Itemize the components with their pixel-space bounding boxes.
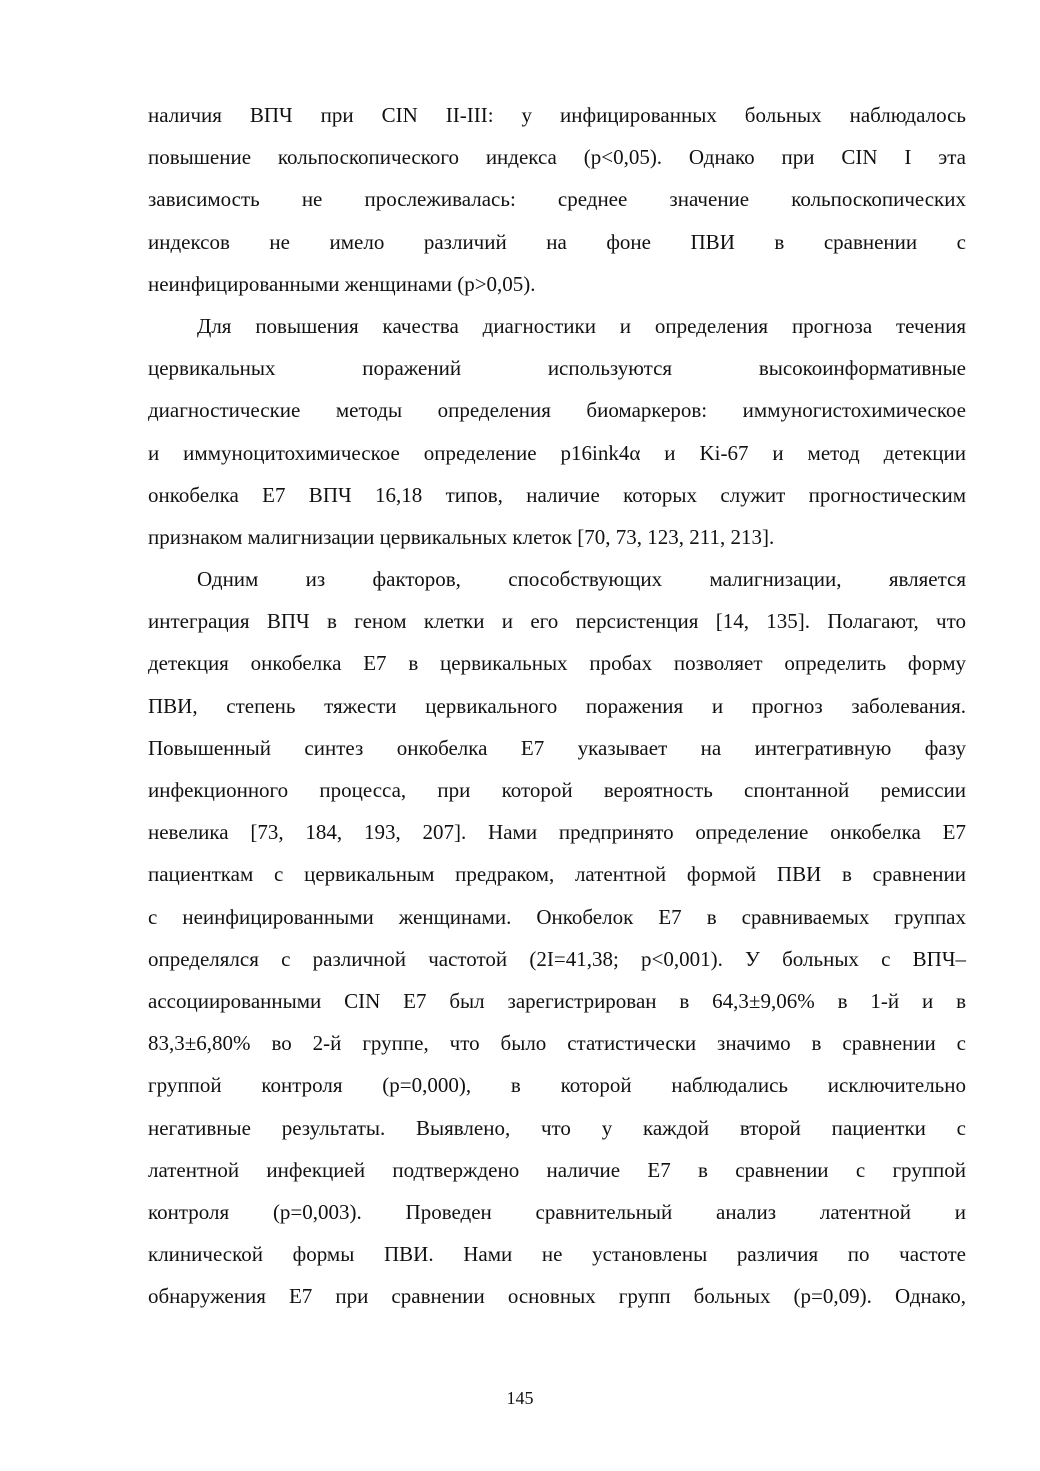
text-line: группой контроля (p=0,000), в которой наблюдались исключительно xyxy=(148,1073,966,1098)
text-line: с неинфицированными женщинами. Онкобелок E7 в сравниваемых группах xyxy=(148,904,966,929)
page-number: 145 xyxy=(506,1388,534,1408)
text-line: 83,3±6,80% во 2-й группе, что было статистически значимо в сравнении с xyxy=(148,1031,966,1056)
text-line: диагностические методы определения биомаркеров: иммуногистохимическое xyxy=(148,398,966,423)
text-line: и иммуноцитохимическое определение p16ink4α и Ki-67 и метод детекции xyxy=(148,440,966,465)
text-line: детекция онкобелка Е7 в цервикальных пробах позволяет определить форму xyxy=(148,651,966,676)
text-line: Для повышения качества диагностики и определения прогноза течения xyxy=(197,313,966,338)
text-line: неинфицированными женщинами (p>0,05). xyxy=(148,271,536,296)
text-line: инфекционного процесса, при которой вероятность спонтанной ремиссии xyxy=(148,778,966,802)
text-line: зависимость не прослеживалась: среднее значение кольпоскопических xyxy=(148,187,966,212)
text-line: признаком малигнизации цервикальных клеток [70, 73, 123, 211, 213]. xyxy=(148,524,775,549)
text-line: онкобелка E7 ВПЧ 16,18 типов, наличие которых служит прогностическим xyxy=(148,482,966,507)
text-line: клинической формы ПВИ. Нами не установлены различия по частоте xyxy=(148,1242,966,1267)
text-line: определялся с различной частотой (2I=41,38; p<0,001). У больных с ВПЧ– xyxy=(148,946,966,971)
text-line: невелика [73, 184, 193, 207]. Нами предпринято определение онкобелка E7 xyxy=(148,820,966,845)
paragraph-3 xyxy=(148,558,966,1317)
text-line: ПВИ, степень тяжести цервикального поражения и прогноз заболевания. xyxy=(148,693,966,718)
paragraph-1 xyxy=(148,94,966,305)
text-line: контроля (p=0,003). Проведен сравнительный анализ латентной и xyxy=(148,1199,966,1224)
text-line: ассоциированными CIN E7 был зарегистрирован в 64,3±9,06% в 1-й и в xyxy=(148,988,966,1013)
page-body xyxy=(148,94,966,1317)
text-line: негативные результаты. Выявлено, что у каждой второй пациентки с xyxy=(148,1115,966,1140)
text-line: пациенткам с цервикальным предраком, латентной формой ПВИ в сравнении xyxy=(148,862,966,887)
text-line: повышение кольпоскопического индекса (p<0,05). Однако при CIN I эта xyxy=(148,145,966,170)
text-line: цервикальных поражений используются высокоинформативные xyxy=(148,356,966,381)
text-line: интеграция ВПЧ в геном клетки и его персистенция [14, 135]. Полагают, что xyxy=(148,609,966,634)
text-line: наличия ВПЧ при CIN II-III: у инфицированных больных наблюдалось xyxy=(148,103,966,127)
text-line: Одним из факторов, способствующих малигнизации, является xyxy=(197,567,966,592)
text-line: индексов не имело различий на фоне ПВИ в сравнении с xyxy=(148,229,966,254)
paragraph-2 xyxy=(148,305,966,558)
text-line: Повышенный синтез онкобелка Е7 указывает на интегративную фазу xyxy=(148,735,966,760)
text-line: обнаружения E7 при сравнении основных групп больных (p=0,09). Однако, xyxy=(148,1284,966,1309)
text-line: латентной инфекцией подтверждено наличие E7 в сравнении с группой xyxy=(148,1157,966,1182)
